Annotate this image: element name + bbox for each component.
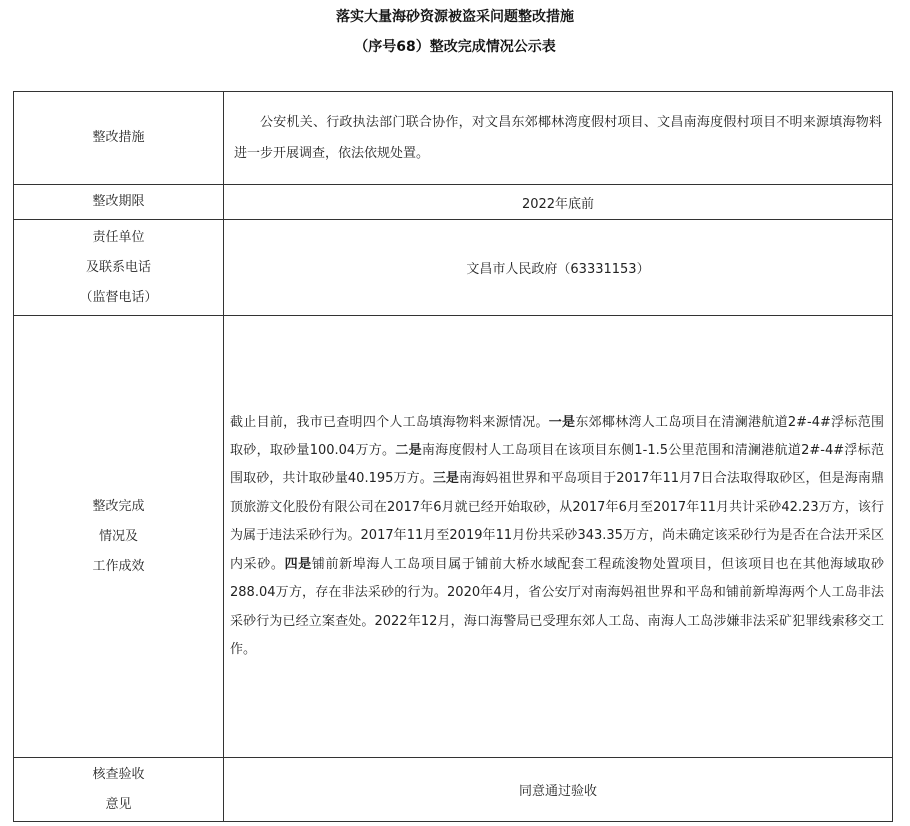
table-row-measures	[14, 92, 893, 185]
table-row-contact	[14, 220, 893, 316]
result-item2-text: 南海度假村人工岛项目在该项目东侧1-1.5公里范围和清澜港航道2#-4#浮标范围取砂，共计取砂量40.195万方。	[230, 443, 884, 487]
table-row-result	[14, 316, 893, 758]
result-item2-head: 二是	[395, 443, 422, 459]
result-intro: 截止目前，我市已查明四个人工岛填海物料来源情况。	[230, 414, 549, 430]
verify-value: 同意通过验收	[224, 758, 893, 822]
result-text	[224, 316, 893, 758]
page-title: 落实大量海砂资源被盗采问题整改措施	[336, 9, 574, 25]
result-item1-head: 一是	[548, 414, 576, 430]
result-label-line2: 情况及	[98, 528, 138, 544]
result-item1-text: 东郊椰林湾人工岛项目在清澜港航道2#-4#浮标范围取砂，取砂量100.04万方。	[230, 414, 884, 459]
contact-label-line3: （监督电话）	[79, 289, 158, 305]
deadline-value: 2022年底前	[224, 185, 893, 220]
result-item3-text: 南海妈祖世界和平岛项目于2017年11月7日合法取得取砂区，但是海南鼎顶旅游文化股份有限公司在2017年6月就已经开始取砂，从2017年6月至2017年11月共计采砂42.23万方，该行为属于违法采砂行为。2017年11月至2019年11月份共采砂343.35万方，尚未确定该采砂行为是否在合法开采区内采砂。	[230, 471, 884, 572]
result-item3-head: 三是	[432, 471, 460, 487]
result-label	[14, 316, 224, 758]
contact-value: 文昌市人民政府（63331153）	[224, 220, 893, 316]
table-row-deadline	[14, 185, 893, 220]
contact-label	[14, 220, 224, 316]
table-row-verify	[14, 758, 893, 822]
deadline-label: 整改期限	[14, 185, 224, 220]
verify-label	[14, 758, 224, 822]
measures-text: 公安机关、行政执法部门联合协作，对文昌东郊椰林湾度假村项目、文昌南海度假村项目不明来源填海物料进一步开展调查，依法依规处置。	[224, 92, 893, 185]
verify-label-line2: 意见	[105, 796, 132, 812]
measures-label: 整改措施	[14, 92, 224, 185]
result-item4-head: 四是	[284, 556, 312, 572]
result-item4-text: 铺前新埠海人工岛项目属于铺前大桥水域配套工程疏浚物处置项目，但该项目也在其他海域取砂288.04万方，存在非法采砂的行为。2020年4月，省公安厅对南海妈祖世界和平岛和铺前新埠海两个人工岛非法采砂行为已经立案查处。2022年12月，海口海警局已受理东郊人工岛、南海人工岛涉嫌非法采矿犯罪线索移交工作。	[230, 556, 884, 657]
notice-table	[13, 91, 893, 822]
contact-label-line2: 及联系电话	[85, 259, 151, 275]
result-label-line1: 整改完成	[92, 498, 145, 514]
page-subtitle: （序号68）整改完成情况公示表	[354, 39, 556, 55]
contact-label-line1: 责任单位	[92, 229, 145, 245]
verify-label-line1: 核查验收	[92, 766, 145, 782]
result-label-line3: 工作成效	[92, 558, 145, 574]
